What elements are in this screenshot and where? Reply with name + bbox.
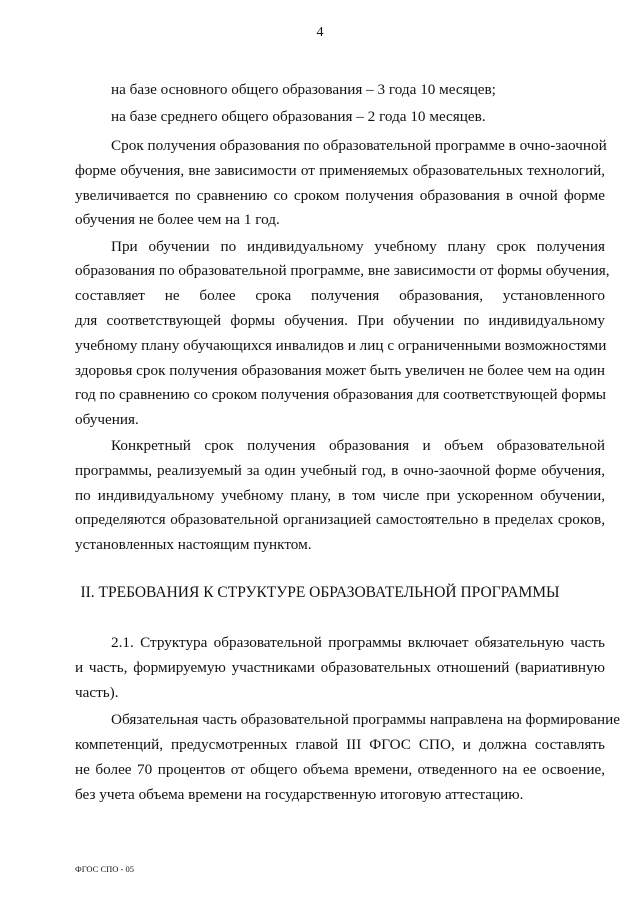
paragraph-line: 2.1. Структура образовательной программы включает обязательную часть — [111, 634, 605, 651]
paragraph-line: компетенций, предусмотренных главой III ФГОС СПО, и должна составлять — [75, 736, 605, 753]
paragraph-line: форме обучения, вне зависимости от применяемых образовательных технологий, — [75, 162, 605, 179]
paragraph-line: не более 70 процентов от общего объема времени, отведенного на ее освоение, — [75, 761, 605, 778]
page-number: 4 — [316, 25, 324, 40]
paragraph-line: для соответствующей формы обучения. При обучении по индивидуальному — [75, 312, 605, 329]
paragraph-line: год по сравнению со сроком получения образования для соответствующей формы — [75, 386, 607, 403]
paragraph-line: обучения не более чем на 1 год. — [75, 211, 280, 228]
paragraph-line: часть). — [75, 684, 119, 701]
document-footer: ФГОС СПО - 05 — [75, 864, 134, 874]
paragraph-line: установленных настоящим пунктом. — [75, 536, 312, 553]
paragraph-line: Обязательная часть образовательной программы направлена на формирование — [111, 711, 620, 728]
paragraph-line: на базе среднего общего образования – 2 года 10 месяцев. — [111, 108, 486, 125]
section-heading: II. ТРЕБОВАНИЯ К СТРУКТУРЕ ОБРАЗОВАТЕЛЬНОЙ ПРОГРАММЫ — [80, 584, 560, 601]
paragraph-line: и часть, формируемую участниками образовательных отношений (вариативную — [75, 659, 605, 676]
paragraph-line: учебному плану обучающихся инвалидов и лиц с ограниченными возможностями — [75, 337, 607, 354]
paragraph-line: программы, реализуемый за один учебный год, в очно-заочной форме обучения, — [75, 462, 605, 479]
paragraph-line: увеличивается по сравнению со сроком получения образования в очной форме — [75, 187, 605, 204]
paragraph-line: При обучении по индивидуальному учебному плану срок получения — [111, 238, 605, 255]
paragraph-line: составляет не более срока получения образования, установленного — [75, 287, 605, 304]
paragraph-line: по индивидуальному учебному плану, в том числе при ускоренном обучении, — [75, 487, 605, 504]
paragraph-line: Срок получения образования по образовательной программе в очно-заочной — [111, 137, 607, 154]
paragraph-line: на базе основного общего образования – 3 года 10 месяцев; — [111, 81, 496, 98]
paragraph-line: здоровья срок получения образования может быть увеличен не более чем на один — [75, 362, 605, 379]
paragraph-line: Конкретный срок получения образования и объем образовательной — [111, 437, 605, 454]
paragraph-line: обучения. — [75, 411, 139, 428]
paragraph-line: образования по образовательной программе, вне зависимости от формы обучения, — [75, 262, 610, 279]
paragraph-line: определяются образовательной организацией самостоятельно в пределах сроков, — [75, 511, 605, 528]
paragraph-line: без учета объема времени на государственную итоговую аттестацию. — [75, 786, 524, 803]
